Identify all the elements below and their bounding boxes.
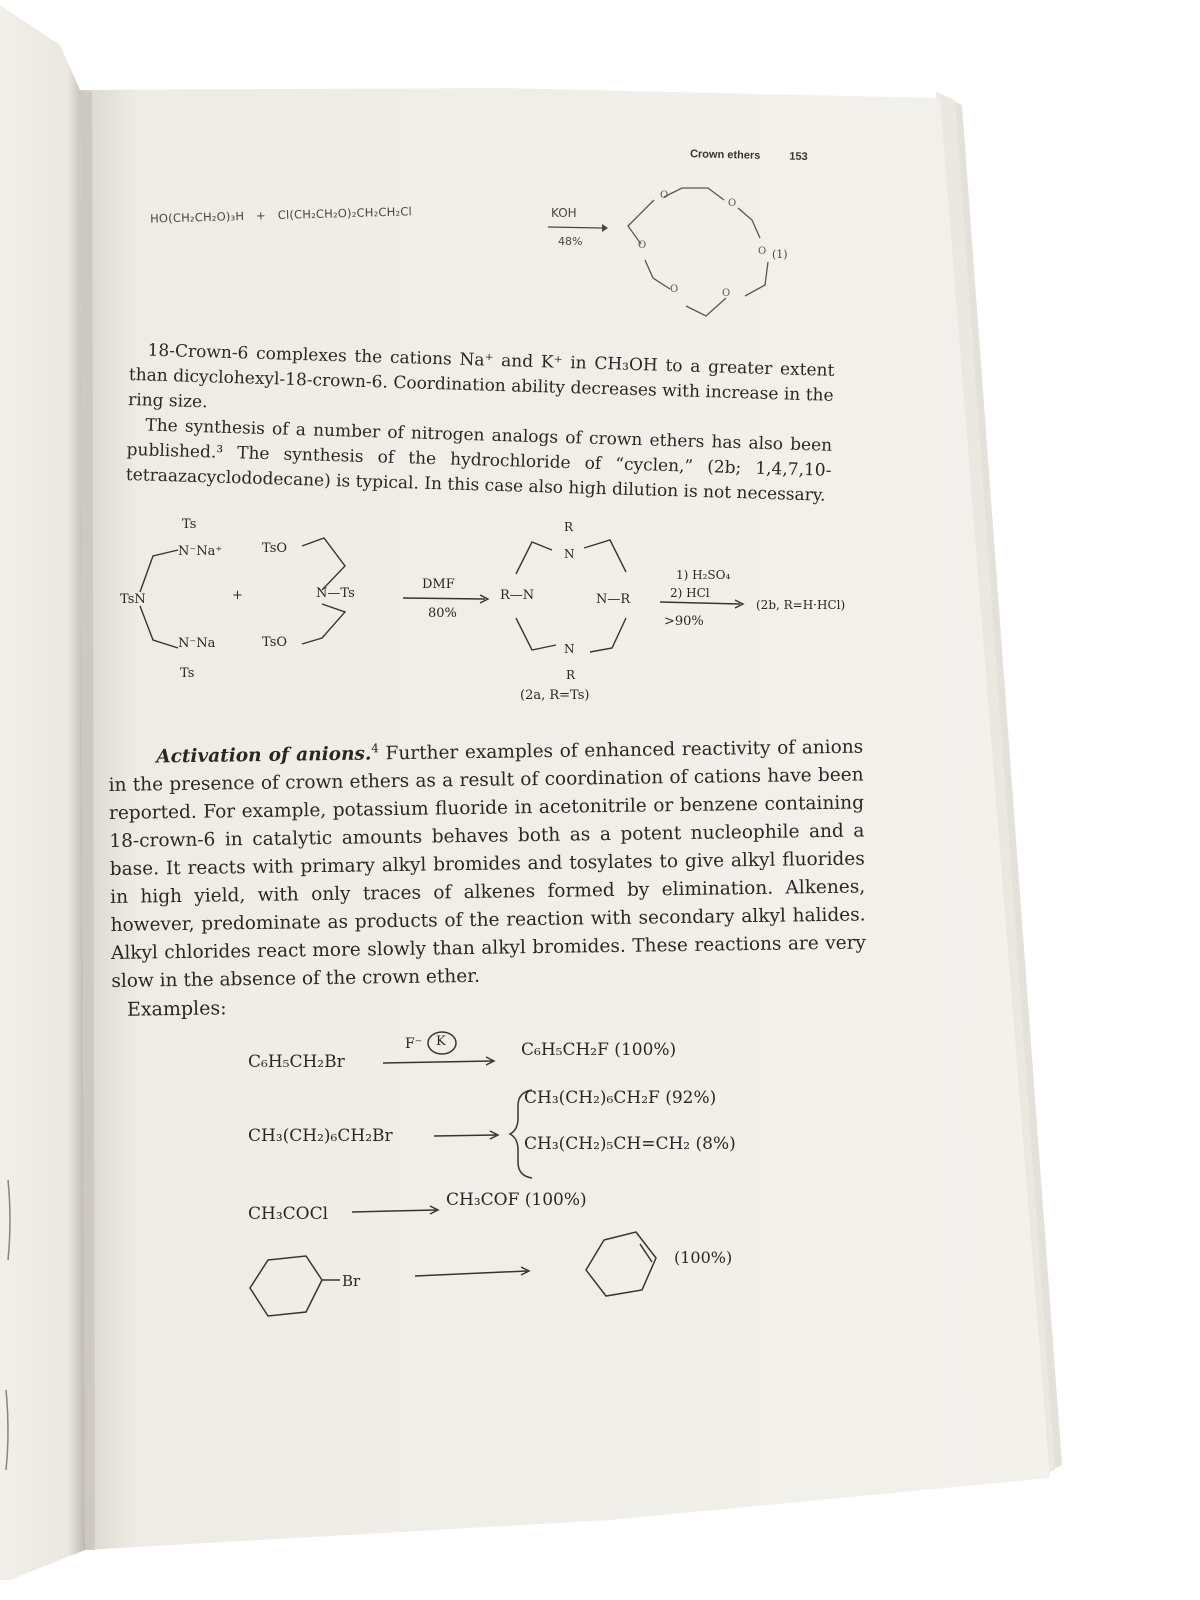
- scheme2-plus: +: [232, 588, 243, 603]
- paragraph1-line1: 18-Crown-6 complexes the cations Na⁺ and K⁺ in CH₃OH to a greater extent than dicyclohexyl-18-crown-6. Coordination ability decreases with increase in the ring size.: [127, 340, 835, 413]
- ex1-reactant: C₆H₅CH₂Br: [248, 1052, 345, 1072]
- section-heading: Activation of anions.: [156, 743, 372, 768]
- tsn-label: TsN: [120, 592, 146, 607]
- running-title: Crown ethers: [689, 148, 761, 162]
- n-r-right: N—R: [596, 592, 631, 607]
- left-page: [0, 5, 85, 1580]
- paragraph1-line2: The synthesis of a number of nitrogen analogs of crown ethers has also been published.³ The synthesis of the hydrochloride of “cyclen,” (2b; 1,4,7,10-tetraazacyclododecane) is typical. In this case also high dilution is not necessary.: [125, 415, 833, 506]
- ts-top: Ts: [182, 517, 197, 532]
- ring-o-2: O: [728, 198, 737, 209]
- ex3-reactant: CH₃COCl: [248, 1204, 329, 1224]
- ex2-product-a: CH₃(CH₂)₆CH₂F (92%): [524, 1088, 717, 1108]
- scheme1-reagent: KOH: [551, 206, 577, 220]
- tso-top: TsO: [262, 541, 288, 556]
- compound-2a-label: (2a, R=Ts): [520, 688, 590, 703]
- plus-sign: +: [255, 208, 267, 223]
- ring-o-5: O: [670, 284, 679, 295]
- dmf-reagent: DMF: [422, 577, 455, 592]
- ring-o-4: O: [722, 288, 731, 299]
- step-2: 2) HCl: [670, 586, 710, 600]
- examples-heading: Examples:: [126, 997, 227, 1021]
- n-top: N: [564, 547, 575, 561]
- potassium-reagent: K: [436, 1034, 446, 1049]
- compound-1-label: (1): [772, 248, 788, 261]
- n-ts: N—Ts: [316, 586, 355, 601]
- reactant-1: HO(CH₂CH₂O)₃H: [149, 208, 245, 226]
- page-number: 153: [789, 150, 808, 164]
- tso-bottom: TsO: [262, 635, 288, 650]
- ex4-yield: (100%): [674, 1248, 733, 1267]
- ts-bottom: Ts: [180, 666, 195, 681]
- dmf-yield: 80%: [428, 606, 457, 621]
- reference-4: 4: [371, 741, 379, 756]
- ex2-product-b: CH₃(CH₂)₅CH=CH₂ (8%): [524, 1134, 736, 1154]
- r-top: R: [564, 520, 574, 534]
- r-bottom: R: [566, 668, 576, 682]
- ring-o-6: O: [638, 240, 647, 251]
- yield-90: >90%: [664, 614, 704, 629]
- compound-2b-label: (2b, R=H·HCl): [756, 598, 846, 612]
- ex4-bromo-substituent: Br: [342, 1272, 361, 1290]
- paragraph-crown-complexes: [126, 338, 835, 509]
- step-1: 1) H₂SO₄: [676, 568, 731, 582]
- ex1-product: C₆H₅CH₂F (100%): [521, 1040, 677, 1060]
- ex3-product: CH₃COF (100%): [446, 1190, 587, 1210]
- reactant-2: Cl(CH₂CH₂O)₂CH₂CH₂Cl: [277, 204, 413, 223]
- n-bottom: N: [564, 642, 575, 656]
- ex2-reactant: CH₃(CH₂)₆CH₂Br: [248, 1126, 393, 1146]
- nna-bottom: N⁻Na: [178, 636, 216, 651]
- scheme1-yield: 48%: [558, 235, 583, 248]
- ring-o-1: O: [660, 190, 669, 201]
- fluoride-reagent: F⁻: [405, 1036, 423, 1052]
- paragraph2-text: Further examples of enhanced reactivity of anions in the presence of crown ethers as a result of coordination of cations have been reported. For example, potassium fluoride in acetonitrile or benzene containing 18-crown-6 in catalytic amounts behaves both as a potent nucleophile and a base. It reacts with primary alkyl bromides and tosylates to give alkyl fluorides in high yield, with only traces of alkenes formed by elimination. Alkenes, however, predominate as products of the reaction with secondary alkyl halides. Alkyl chlorides react more slowly than alkyl bromides. These reactions are very slow in the absence of the crown ether.: [108, 736, 867, 993]
- r-n-left: R—N: [500, 588, 535, 603]
- ring-o-3: O: [758, 246, 767, 257]
- paragraph-activation-of-anions: [108, 727, 867, 996]
- nna-top: N⁻Na⁺: [178, 544, 223, 559]
